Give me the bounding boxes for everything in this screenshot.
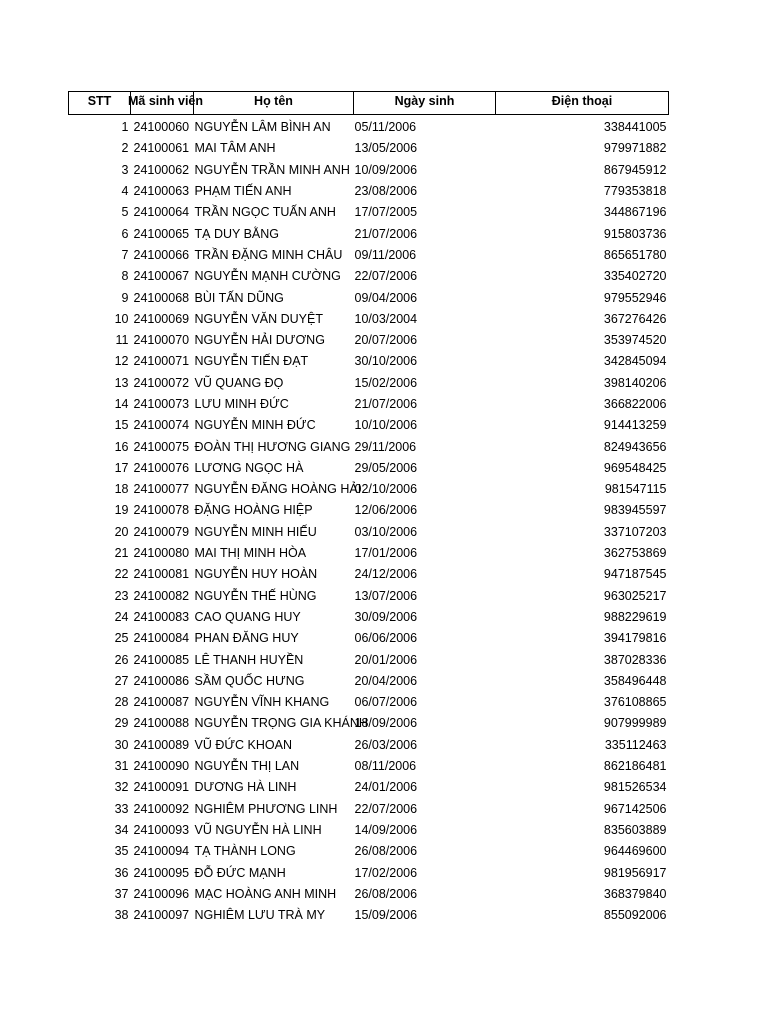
cell-full-name: NGUYỄN THỊ LAN bbox=[194, 759, 300, 774]
cell-full-name: LÊ THANH HUYỀN bbox=[194, 652, 304, 667]
cell-full-name: ĐOÀN THỊ HƯƠNG GIANG bbox=[194, 439, 351, 454]
cell-full-name: ĐỖ ĐỨC MẠNH bbox=[194, 865, 286, 880]
cell-student-id: 24100064 bbox=[133, 205, 190, 220]
cell-phone: 338441005 bbox=[603, 120, 667, 135]
cell-full-name: ĐẶNG HOÀNG HIỆP bbox=[194, 503, 313, 518]
cell-stt: 7 bbox=[121, 247, 129, 262]
cell-student-id: 24100077 bbox=[133, 482, 190, 497]
cell-full-name: NGHIÊM LƯU TRÀ MY bbox=[194, 908, 326, 923]
cell-stt: 34 bbox=[114, 822, 129, 837]
cell-phone: 988229619 bbox=[603, 609, 667, 624]
table-row bbox=[69, 394, 669, 415]
cell-date-of-birth: 30/10/2006 bbox=[354, 354, 418, 369]
cell-full-name: NGUYỄN VĂN DUYỆT bbox=[194, 311, 323, 326]
cell-date-of-birth: 08/11/2006 bbox=[354, 759, 417, 774]
cell-student-id: 24100084 bbox=[133, 631, 190, 646]
cell-full-name: TRẦN NGỌC TUẤN ANH bbox=[194, 205, 336, 220]
cell-phone: 969548425 bbox=[603, 460, 667, 475]
table-row bbox=[69, 713, 669, 734]
cell-full-name: VŨ ĐỨC KHOAN bbox=[194, 737, 292, 752]
cell-student-id: 24100060 bbox=[133, 120, 190, 135]
cell-phone: 337107203 bbox=[603, 524, 667, 539]
cell-phone: 915803736 bbox=[603, 226, 667, 241]
cell-phone: 981547115 bbox=[604, 482, 667, 497]
cell-full-name: NGUYỄN ĐĂNG HOÀNG HẢI bbox=[194, 482, 362, 497]
cell-stt: 1 bbox=[121, 120, 129, 135]
cell-phone: 947187545 bbox=[603, 567, 667, 582]
cell-date-of-birth: 23/08/2006 bbox=[354, 184, 418, 199]
cell-stt: 33 bbox=[114, 801, 129, 816]
cell-stt: 12 bbox=[114, 354, 129, 369]
table-row bbox=[69, 287, 669, 308]
cell-date-of-birth: 02/10/2006 bbox=[354, 482, 418, 497]
cell-phone: 342845094 bbox=[603, 354, 667, 369]
cell-date-of-birth: 14/09/2006 bbox=[354, 822, 418, 837]
cell-stt: 30 bbox=[114, 737, 129, 752]
table-row bbox=[69, 841, 669, 862]
cell-student-id: 24100091 bbox=[133, 780, 190, 795]
cell-stt: 37 bbox=[114, 886, 129, 901]
cell-full-name: PHẠM TIẾN ANH bbox=[194, 184, 292, 199]
cell-student-id: 24100089 bbox=[133, 737, 190, 752]
cell-date-of-birth: 13/07/2006 bbox=[354, 588, 418, 603]
table-row bbox=[69, 266, 669, 287]
cell-stt: 23 bbox=[114, 588, 129, 603]
cell-student-id: 24100067 bbox=[133, 269, 190, 284]
cell-date-of-birth: 06/06/2006 bbox=[354, 631, 418, 646]
cell-date-of-birth: 10/09/2006 bbox=[354, 162, 418, 177]
cell-date-of-birth: 22/07/2006 bbox=[354, 269, 418, 284]
cell-stt: 17 bbox=[114, 460, 129, 475]
cell-stt: 22 bbox=[114, 567, 129, 582]
cell-phone: 914413259 bbox=[603, 418, 667, 433]
cell-student-id: 24100061 bbox=[133, 141, 190, 156]
cell-full-name: TẠ THÀNH LONG bbox=[194, 844, 296, 859]
cell-date-of-birth: 26/03/2006 bbox=[354, 737, 418, 752]
cell-student-id: 24100066 bbox=[133, 247, 190, 262]
cell-student-id: 24100076 bbox=[133, 460, 190, 475]
cell-stt: 32 bbox=[114, 780, 129, 795]
cell-full-name: BÙI TẤN DŨNG bbox=[194, 290, 284, 305]
cell-student-id: 24100080 bbox=[133, 546, 190, 561]
cell-phone: 335402720 bbox=[603, 269, 667, 284]
table-row bbox=[69, 905, 669, 926]
table-row bbox=[69, 799, 669, 820]
cell-student-id: 24100075 bbox=[133, 439, 190, 454]
table-row bbox=[69, 543, 669, 564]
header-date-of-birth: Ngày sinh bbox=[354, 92, 496, 115]
student-table bbox=[68, 91, 669, 926]
cell-student-id: 24100072 bbox=[133, 375, 190, 390]
cell-full-name: NGHIÊM PHƯƠNG LINH bbox=[194, 801, 338, 816]
table-row bbox=[69, 735, 669, 756]
cell-full-name: TRẦN ĐẶNG MINH CHÂU bbox=[194, 247, 343, 262]
table-row bbox=[69, 649, 669, 670]
cell-phone: 387028336 bbox=[603, 652, 667, 667]
cell-full-name: PHAN ĐĂNG HUY bbox=[194, 631, 299, 646]
cell-stt: 18 bbox=[114, 482, 129, 497]
cell-date-of-birth: 21/07/2006 bbox=[354, 397, 418, 411]
table-row bbox=[69, 820, 669, 841]
cell-date-of-birth: 03/10/2006 bbox=[354, 524, 418, 539]
cell-stt: 3 bbox=[121, 162, 129, 177]
table-row bbox=[69, 351, 669, 372]
cell-full-name: VŨ NGUYỄN HÀ LINH bbox=[194, 822, 322, 837]
cell-date-of-birth: 22/07/2006 bbox=[354, 801, 418, 816]
table-row bbox=[69, 564, 669, 585]
cell-date-of-birth: 12/06/2006 bbox=[354, 503, 418, 518]
cell-date-of-birth: 21/07/2006 bbox=[354, 226, 418, 241]
cell-phone: 865651780 bbox=[603, 247, 667, 262]
cell-stt: 16 bbox=[114, 439, 129, 454]
cell-full-name: MẠC HOÀNG ANH MINH bbox=[194, 886, 337, 901]
cell-full-name: NGUYỄN LÂM BÌNH AN bbox=[194, 120, 331, 135]
table-row bbox=[69, 479, 669, 500]
table-row bbox=[69, 586, 669, 607]
cell-date-of-birth: 06/07/2006 bbox=[354, 695, 418, 710]
cell-phone: 824943656 bbox=[603, 439, 667, 454]
cell-phone: 368379840 bbox=[603, 886, 667, 901]
header-full-name: Họ tên bbox=[194, 92, 354, 115]
cell-stt: 2 bbox=[121, 141, 129, 156]
cell-stt: 8 bbox=[121, 269, 129, 284]
cell-full-name: NGUYỄN HẢI DƯƠNG bbox=[194, 333, 325, 348]
cell-full-name: TẠ DUY BẰNG bbox=[194, 226, 280, 241]
table-row bbox=[69, 671, 669, 692]
cell-full-name: NGUYỄN MINH HIẾU bbox=[194, 524, 317, 539]
cell-full-name: CAO QUANG HUY bbox=[194, 609, 301, 624]
cell-stt: 27 bbox=[114, 673, 129, 688]
table-row bbox=[69, 692, 669, 713]
table-row bbox=[69, 373, 669, 394]
cell-student-id: 24100065 bbox=[133, 226, 190, 241]
cell-phone: 983945597 bbox=[603, 503, 667, 518]
table-row bbox=[69, 628, 669, 649]
cell-date-of-birth: 20/07/2006 bbox=[354, 333, 418, 348]
table-row bbox=[69, 522, 669, 543]
cell-student-id: 24100094 bbox=[133, 844, 190, 859]
table-row bbox=[69, 500, 669, 521]
cell-full-name: LƯU MINH ĐỨC bbox=[194, 397, 289, 411]
cell-student-id: 24100070 bbox=[133, 333, 190, 348]
cell-student-id: 24100083 bbox=[133, 609, 190, 624]
student-list-sheet bbox=[68, 91, 668, 926]
cell-stt: 20 bbox=[114, 524, 129, 539]
cell-stt: 31 bbox=[114, 759, 129, 774]
cell-date-of-birth: 20/04/2006 bbox=[354, 673, 418, 688]
cell-student-id: 24100071 bbox=[133, 354, 190, 369]
cell-stt: 13 bbox=[114, 375, 129, 390]
cell-date-of-birth: 15/02/2006 bbox=[354, 375, 418, 390]
cell-student-id: 24100081 bbox=[133, 567, 190, 582]
cell-date-of-birth: 24/12/2006 bbox=[354, 567, 418, 582]
cell-student-id: 24100096 bbox=[133, 886, 190, 901]
cell-full-name: VŨ QUANG ĐỌ bbox=[194, 375, 284, 390]
cell-date-of-birth: 13/05/2006 bbox=[354, 141, 418, 156]
cell-date-of-birth: 10/10/2006 bbox=[354, 418, 418, 433]
cell-student-id: 24100085 bbox=[133, 652, 190, 667]
cell-full-name: NGUYỄN TRỌNG GIA KHÁNH bbox=[194, 716, 368, 731]
cell-student-id: 24100088 bbox=[133, 716, 190, 731]
cell-phone: 835603889 bbox=[603, 822, 667, 837]
cell-stt: 21 bbox=[114, 546, 129, 561]
cell-phone: 362753869 bbox=[603, 546, 667, 561]
cell-date-of-birth: 29/05/2006 bbox=[354, 460, 418, 475]
cell-stt: 10 bbox=[114, 311, 129, 326]
table-header bbox=[69, 92, 669, 115]
cell-student-id: 24100095 bbox=[133, 865, 190, 880]
cell-date-of-birth: 17/07/2005 bbox=[354, 205, 418, 220]
cell-student-id: 24100092 bbox=[133, 801, 190, 816]
cell-student-id: 24100097 bbox=[133, 908, 190, 923]
cell-date-of-birth: 10/03/2004 bbox=[354, 311, 418, 326]
cell-stt: 29 bbox=[114, 716, 129, 731]
cell-phone: 907999989 bbox=[603, 716, 667, 731]
cell-stt: 36 bbox=[114, 865, 129, 880]
cell-stt: 19 bbox=[114, 503, 129, 518]
cell-date-of-birth: 26/08/2006 bbox=[354, 886, 418, 901]
cell-student-id: 24100079 bbox=[133, 524, 190, 539]
cell-full-name: MAI THỊ MINH HÒA bbox=[194, 546, 307, 561]
cell-student-id: 24100086 bbox=[133, 673, 190, 688]
table-row bbox=[69, 202, 669, 223]
cell-full-name: NGUYỄN HUY HOÀN bbox=[194, 567, 318, 582]
table-row bbox=[69, 223, 669, 244]
cell-student-id: 24100078 bbox=[133, 503, 190, 518]
cell-phone: 963025217 bbox=[603, 588, 667, 603]
table-row bbox=[69, 862, 669, 883]
cell-stt: 5 bbox=[121, 205, 129, 220]
cell-phone: 981526534 bbox=[603, 780, 667, 795]
cell-full-name: LƯƠNG NGỌC HÀ bbox=[194, 460, 304, 475]
cell-date-of-birth: 30/09/2006 bbox=[354, 609, 418, 624]
table-body bbox=[69, 115, 669, 927]
cell-stt: 26 bbox=[114, 652, 129, 667]
table-row bbox=[69, 245, 669, 266]
cell-date-of-birth: 09/04/2006 bbox=[354, 290, 418, 305]
cell-student-id: 24100087 bbox=[133, 695, 190, 710]
cell-full-name: NGUYỄN TIẾN ĐẠT bbox=[194, 354, 309, 369]
cell-date-of-birth: 15/09/2006 bbox=[354, 908, 418, 923]
cell-phone: 376108865 bbox=[603, 695, 667, 710]
cell-stt: 15 bbox=[114, 418, 129, 433]
cell-phone: 967142506 bbox=[603, 801, 667, 816]
cell-phone: 394179816 bbox=[603, 631, 667, 646]
table-row bbox=[69, 607, 669, 628]
cell-student-id: 24100073 bbox=[133, 397, 190, 411]
table-row bbox=[69, 330, 669, 351]
cell-stt: 14 bbox=[114, 397, 129, 411]
table-row bbox=[69, 309, 669, 330]
cell-full-name: NGUYỄN MẠNH CƯỜNG bbox=[194, 269, 341, 284]
cell-stt: 28 bbox=[114, 695, 129, 710]
cell-stt: 6 bbox=[121, 226, 129, 241]
cell-student-id: 24100093 bbox=[133, 822, 190, 837]
cell-stt: 11 bbox=[115, 333, 129, 348]
table-row bbox=[69, 181, 669, 202]
table-row bbox=[69, 756, 669, 777]
table-row bbox=[69, 884, 669, 905]
cell-date-of-birth: 05/11/2006 bbox=[354, 120, 417, 135]
table-row bbox=[69, 160, 669, 181]
cell-stt: 9 bbox=[121, 290, 129, 305]
cell-full-name: MAI TÂM ANH bbox=[194, 141, 276, 156]
cell-full-name: NGUYỄN TRẦN MINH ANH bbox=[194, 162, 350, 177]
cell-student-id: 24100090 bbox=[133, 759, 190, 774]
cell-phone: 855092006 bbox=[603, 908, 667, 923]
cell-date-of-birth: 18/09/2006 bbox=[354, 716, 418, 731]
header-stt: STT bbox=[69, 92, 131, 115]
table-row bbox=[69, 436, 669, 457]
cell-date-of-birth: 17/01/2006 bbox=[354, 546, 418, 561]
cell-student-id: 24100063 bbox=[133, 184, 190, 199]
table-row bbox=[69, 415, 669, 436]
cell-stt: 38 bbox=[114, 908, 129, 923]
cell-phone: 335112463 bbox=[604, 737, 667, 752]
cell-student-id: 24100062 bbox=[133, 162, 190, 177]
cell-phone: 981956917 bbox=[603, 865, 667, 880]
cell-student-id: 24100074 bbox=[133, 418, 190, 433]
table-row bbox=[69, 458, 669, 479]
cell-phone: 398140206 bbox=[603, 375, 667, 390]
cell-phone: 979971882 bbox=[603, 141, 667, 156]
cell-student-id: 24100068 bbox=[133, 290, 190, 305]
cell-phone: 867945912 bbox=[603, 162, 667, 177]
cell-phone: 779353818 bbox=[603, 184, 667, 199]
cell-full-name: NGUYỄN MINH ĐỨC bbox=[194, 418, 316, 433]
table-row bbox=[69, 777, 669, 798]
cell-stt: 4 bbox=[121, 184, 129, 199]
cell-phone: 353974520 bbox=[603, 333, 667, 348]
cell-student-id: 24100069 bbox=[133, 311, 190, 326]
table-row bbox=[69, 115, 669, 139]
cell-phone: 344867196 bbox=[603, 205, 667, 220]
cell-stt: 25 bbox=[114, 631, 129, 646]
cell-phone: 979552946 bbox=[603, 290, 667, 305]
cell-phone: 367276426 bbox=[603, 311, 667, 326]
cell-date-of-birth: 20/01/2006 bbox=[354, 652, 418, 667]
cell-date-of-birth: 29/11/2006 bbox=[354, 439, 417, 454]
cell-full-name: SẦM QUỐC HƯNG bbox=[194, 673, 305, 688]
cell-phone: 366822006 bbox=[603, 397, 667, 411]
cell-full-name: NGUYỄN THẾ HÙNG bbox=[194, 588, 317, 603]
cell-full-name: DƯƠNG HÀ LINH bbox=[194, 780, 297, 795]
header-phone: Điện thoại bbox=[496, 92, 669, 115]
cell-phone: 862186481 bbox=[603, 759, 667, 774]
cell-date-of-birth: 17/02/2006 bbox=[354, 865, 418, 880]
header-row bbox=[69, 92, 669, 115]
table-row bbox=[69, 138, 669, 159]
cell-date-of-birth: 09/11/2006 bbox=[354, 247, 417, 262]
cell-date-of-birth: 26/08/2006 bbox=[354, 844, 418, 859]
header-student-id: Mã sinh viên bbox=[131, 92, 194, 115]
cell-phone: 964469600 bbox=[603, 844, 667, 859]
cell-full-name: NGUYỄN VĨNH KHANG bbox=[194, 695, 330, 710]
cell-phone: 358496448 bbox=[603, 673, 667, 688]
cell-stt: 35 bbox=[114, 844, 129, 859]
cell-date-of-birth: 24/01/2006 bbox=[354, 780, 418, 795]
cell-student-id: 24100082 bbox=[133, 588, 190, 603]
cell-stt: 24 bbox=[114, 609, 129, 624]
